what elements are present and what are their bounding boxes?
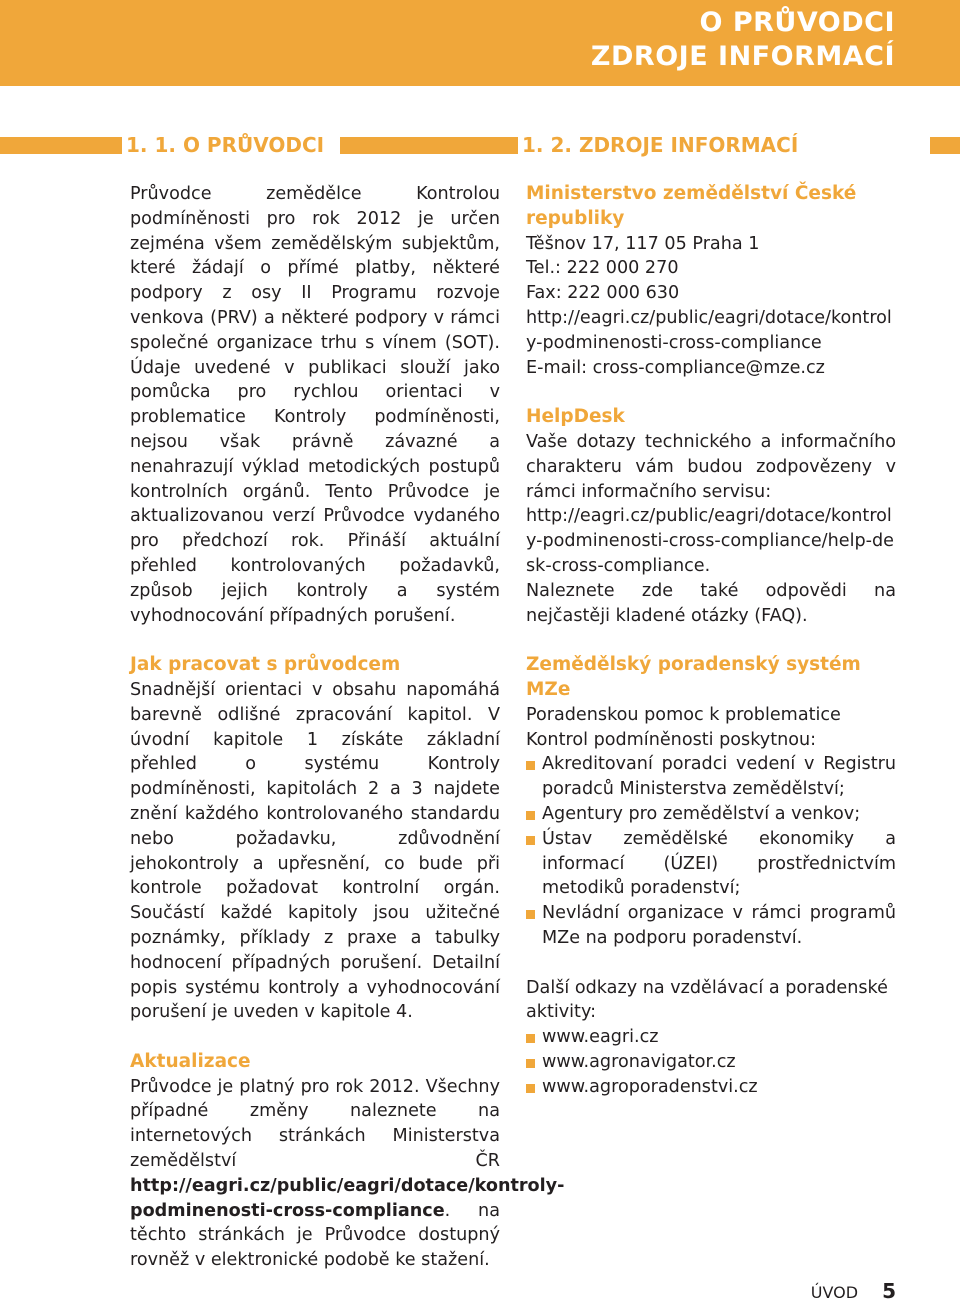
right-section-heading: 1. 2. ZDROJE INFORMACÍ [518, 131, 808, 159]
links-list [526, 1025, 896, 1099]
helpdesk-text: Vaše dotazy technického a informačního charakteru vám budou zodpovězeny v rámci informačního servisu: [526, 431, 896, 502]
page-number: 5 [882, 1279, 896, 1303]
header-line-2: ZDROJE INFORMACÍ [590, 41, 895, 72]
intro-paragraph: Průvodce zemědělce Kontrolou podmíněnosti pro rok 2012 je určen zejména všem zemědělským subjektům, které žádají o přímé platby, některé podpory z osy II Programu rozvoje venkova (PRV) a některé podpory v rámci společné organizace trhu s vínem (SOT). Údaje uvedené v publikaci slouží jako pomůcka pro rychlou orientaci v problematice Kontroly podmíněnosti, nejsou však právně závazné a nenahrazují výklad metodických postupů kontrolních orgánů. Tento Průvodce je aktualizovanou verzí Průvodce vydaného pro předchozí rok. Přináší aktuální přehled kontrolovaných požadavků, způsob jejich kontroly a systém vyhodnocování případných porušení. [130, 184, 500, 626]
footer-section-label: ÚVOD [810, 1283, 859, 1302]
list-item: Nevládní organizace v rámci programů MZe na podporu poradenství. [526, 901, 896, 951]
ministry-web-link[interactable]: http://eagri.cz/public/eagri/dotace/kontroly-podminenosti-cross-compliance [526, 307, 892, 353]
list-item: Ústav zemědělské ekonomiky a informací (ÚZEI) prostřednictvím metodiků poradenství; [526, 827, 896, 901]
link-item[interactable]: www.eagri.cz [526, 1025, 896, 1050]
left-column [130, 182, 565, 1273]
how-to-paragraph: Snadnější orientaci v obsahu napomáhá barevně odlišné zpracování kapitol. V úvodní kapitole 1 získáte základní přehled o systému Kontroly podmíněnosti, kapitolách 2 a 3 najdete znění každého kontrolovaného standardu nebo požadavku, zdůvodnění jehokontroly a upřesnění, co bude při kontrole požadovat kontrolní orgán. Součástí každé kapitoly jsou užitečné poznámky, příklady z praxe a tabulky hodnocení případných porušení. Detailní popis systému kontroly a vyhodnocování porušení je uveden v kapitole 4. [130, 679, 500, 1023]
helpdesk-faq: Naleznete zde také odpovědi na nejčastěji kladené otázky (FAQ). [526, 580, 896, 626]
left-heading-bar-end [340, 137, 510, 154]
advisory-title: Zemědělský poradenský systém MZe [526, 654, 861, 700]
link-item[interactable]: www.agronavigator.cz [526, 1050, 896, 1075]
right-heading-bar-end [930, 137, 960, 154]
ministry-email[interactable]: E-mail: cross-compliance@mze.cz [526, 357, 825, 378]
left-heading-bar-start [0, 137, 140, 154]
list-item: Agentury pro zemědělství a venkov; [526, 802, 896, 827]
ministry-address: Těšnov 17, 117 05 Praha 1 [526, 233, 760, 254]
helpdesk-link[interactable]: http://eagri.cz/public/eagri/dotace/kontroly-podminenosti-cross-compliance/help-desk-cross-compliance. [526, 506, 894, 576]
left-section-heading: 1. 1. O PRŮVODCI [122, 131, 334, 159]
update-title: Aktualizace [130, 1050, 251, 1072]
page-header-title [591, 6, 895, 74]
right-column [526, 182, 896, 1099]
ministry-title: Ministerstvo zemědělství České republiky [526, 183, 857, 229]
update-link[interactable]: http://eagri.cz/public/eagri/dotace/kontroly-podminenosti-cross-compliance [130, 1175, 565, 1221]
ministry-phone: Tel.: 222 000 270 [526, 258, 679, 279]
advisory-list [526, 752, 896, 950]
page-footer [811, 1279, 896, 1305]
update-paragraph: Průvodce je platný pro rok 2012. Všechny případné změny naleznete na internetových stránkách Ministerstva zemědělství ČR http://eagri.cz/public/eagri/dotace/kontroly-podminenosti-cross-compliance. na těchto stránkách je Průvodce dostupný rovněž v elektronické podobě ke stažení. [130, 1076, 565, 1271]
link-item[interactable]: www.agroporadenstvi.cz [526, 1075, 896, 1100]
header-line-1: O PRŮVODCI [699, 7, 895, 38]
links-intro: Další odkazy na vzdělávací a poradenské aktivity: [526, 977, 888, 1023]
how-to-title: Jak pracovat s průvodcem [130, 654, 401, 676]
list-item: Akreditovaní poradci vedení v Registru poradců Ministerstva zemědělství; [526, 752, 896, 802]
helpdesk-title: HelpDesk [526, 406, 625, 428]
ministry-fax: Fax: 222 000 630 [526, 283, 680, 304]
advisory-intro: Poradenskou pomoc k problematice Kontrol podmíněnosti poskytnou: [526, 704, 841, 750]
